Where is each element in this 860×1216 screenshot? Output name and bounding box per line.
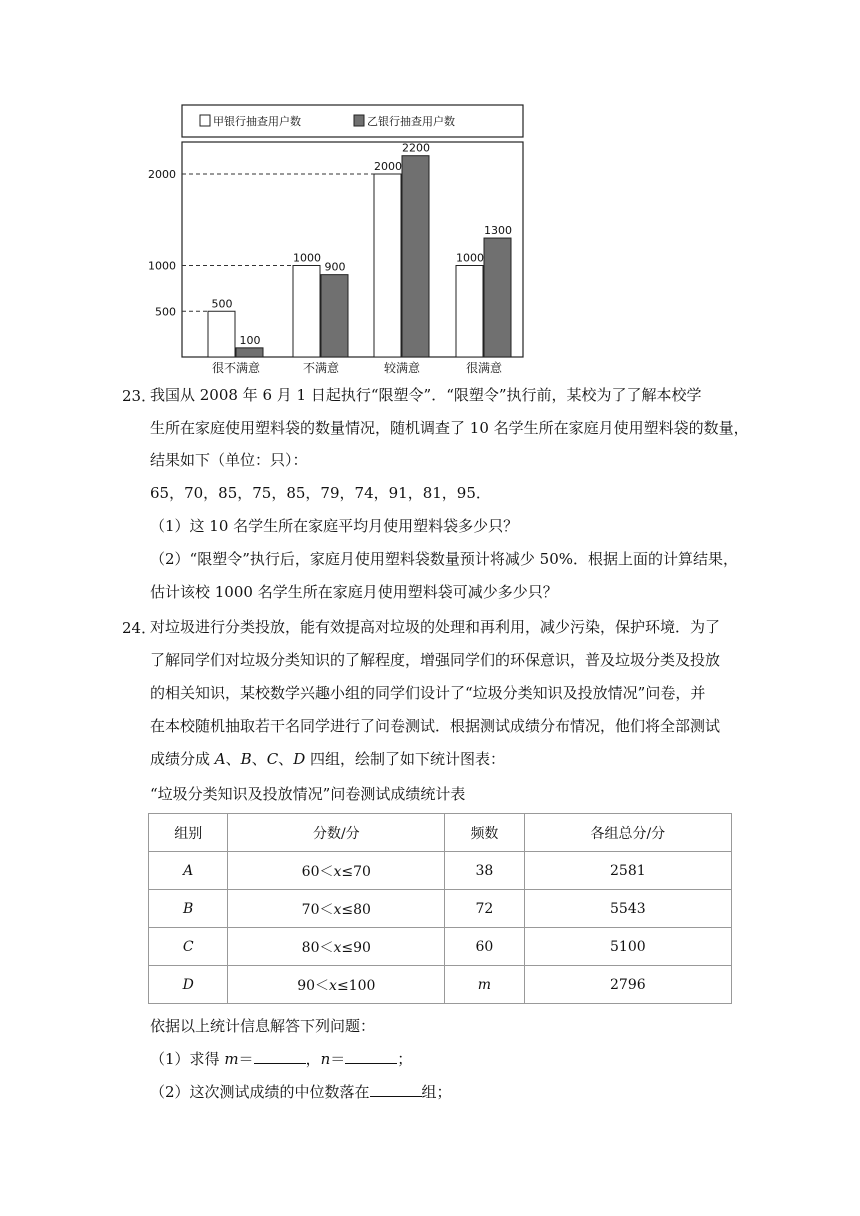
after-table-text: 依据以上统计信息解答下列问题： <box>150 1017 376 1035</box>
cell-range: 70＜x≤80 <box>228 890 445 928</box>
cell-group: C <box>149 928 228 966</box>
q24-sub2: （2）这次测试成绩的中位数落在 组； <box>150 1083 452 1101</box>
legend-swatch <box>354 115 364 126</box>
satisfaction-bar-chart <box>148 100 528 380</box>
data-label: 100 <box>239 333 261 347</box>
q24-line3: 的相关知识，某校数学兴趣小组的同学们设计了“垃圾分类知识及投放情况”问卷，并 <box>150 684 706 702</box>
data-label: 1300 <box>484 224 512 238</box>
group-b-label: B <box>240 750 252 768</box>
x-tick-label: 较满意 <box>383 361 421 375</box>
cell-freq: 60 <box>445 928 524 966</box>
cell-range: 90＜x≤100 <box>228 966 445 1004</box>
q23-line2: 生所在家庭使用塑料袋的数量情况，随机调查了 10 名学生所在家庭月使用塑料袋的数量， <box>150 419 749 437</box>
q24-line5 <box>150 749 505 769</box>
q24-line1: 对垃圾进行分类投放，能有效提高对垃圾的处理和再利用，减少污染，保护环境．为了 <box>150 618 721 636</box>
data-label: 500 <box>211 297 233 311</box>
cell-group: A <box>149 852 228 890</box>
data-label: 1000 <box>456 251 484 265</box>
bar <box>374 174 401 357</box>
answer-blank-m[interactable] <box>254 1049 306 1064</box>
table-title: “垃圾分类知识及投放情况”问卷测试成绩统计表 <box>150 785 466 803</box>
q23-sub2a: （2）“限塑令”执行后，家庭月使用塑料袋数量预计将减少 50%．根据上面的计算结果， <box>150 550 738 568</box>
legend-label: 乙银行抽查用户数 <box>367 115 455 128</box>
q24-line5a: 成绩分成 <box>150 750 215 768</box>
sep: 、 <box>225 750 241 768</box>
answer-blank-n[interactable] <box>345 1049 397 1064</box>
cell-group: D <box>149 966 228 1004</box>
q23-number: 23． <box>122 387 157 405</box>
cell-freq: 38 <box>445 852 524 890</box>
cell-total: 5100 <box>524 928 731 966</box>
legend-label: 甲银行抽查用户数 <box>213 115 301 128</box>
x-tick-label: 不满意 <box>302 361 340 375</box>
bar <box>208 311 235 357</box>
table-row <box>149 928 732 966</box>
var-m: m <box>224 1050 239 1068</box>
x-tick-label: 很满意 <box>465 361 503 375</box>
group-c-label: C <box>266 750 279 768</box>
header-group: 组别 <box>149 814 228 852</box>
q23-line3: 结果如下（单位：只）： <box>150 451 308 469</box>
table-row <box>149 890 732 928</box>
q24-line2: 了解同学们对垃圾分类知识的了解程度，增强同学们的环保意识，普及垃圾分类及投放 <box>150 651 721 669</box>
cell-total: 2796 <box>524 966 731 1004</box>
data-label: 2200 <box>402 141 430 155</box>
cell-freq: 72 <box>445 890 524 928</box>
y-tick-label: 500 <box>155 305 176 319</box>
score-stats-table <box>148 813 732 1004</box>
data-label: 1000 <box>293 251 321 265</box>
sep: 、 <box>278 750 294 768</box>
y-tick-label: 1000 <box>148 259 176 273</box>
header-total: 各组总分/分 <box>524 814 731 852</box>
data-label: 900 <box>324 260 346 274</box>
bar <box>236 348 263 357</box>
sep: 、 <box>251 750 267 768</box>
cell-group: B <box>149 890 228 928</box>
header-score: 分数/分 <box>228 814 445 852</box>
header-frequency: 频数 <box>445 814 524 852</box>
bar <box>456 266 483 358</box>
bar <box>321 275 348 357</box>
cell-total: 2581 <box>524 852 731 890</box>
legend-swatch <box>200 115 210 126</box>
q24-sub1: （1）求得 m＝ ，n＝ ； <box>150 1050 413 1068</box>
cell-freq: m <box>445 966 524 1004</box>
answer-blank-median-group[interactable] <box>370 1082 422 1097</box>
chart-svg <box>148 100 528 380</box>
data-label: 2000 <box>374 160 402 173</box>
bar <box>402 156 429 357</box>
group-d-label: D <box>293 750 306 768</box>
var-n: n <box>320 1050 331 1068</box>
q23-line1: 我国从 2008 年 6 月 1 日起执行“限塑令”．“限塑令”执行前，某校为了了解本校学 <box>150 386 702 404</box>
q24-number: 24． <box>122 619 157 637</box>
cell-range: 60＜x≤70 <box>228 852 445 890</box>
y-tick-label: 2000 <box>148 168 176 181</box>
x-tick-label: 很不满意 <box>211 361 261 375</box>
bar <box>293 266 320 358</box>
cell-total: 5543 <box>524 890 731 928</box>
bar <box>484 238 511 357</box>
q24-line5b: 四组，绘制了如下统计图表： <box>305 750 505 768</box>
q23-data-line: 65，70，85，75，85，79，74，91，81，95． <box>150 484 491 502</box>
cell-range: 80＜x≤90 <box>228 928 445 966</box>
table-header-row <box>149 814 732 852</box>
q24-line4: 在本校随机抽取若干名同学进行了问卷测试．根据测试成绩分布情况，他们将全部测试 <box>150 717 721 735</box>
table-row <box>149 852 732 890</box>
table-row <box>149 966 732 1004</box>
q23-sub2b: 估计该校 1000 名学生所在家庭月使用塑料袋可减少多少只？ <box>150 583 558 601</box>
group-a-label: A <box>214 750 226 768</box>
q23-sub1: （1）这 10 名学生所在家庭平均月使用塑料袋多少只？ <box>150 517 519 535</box>
